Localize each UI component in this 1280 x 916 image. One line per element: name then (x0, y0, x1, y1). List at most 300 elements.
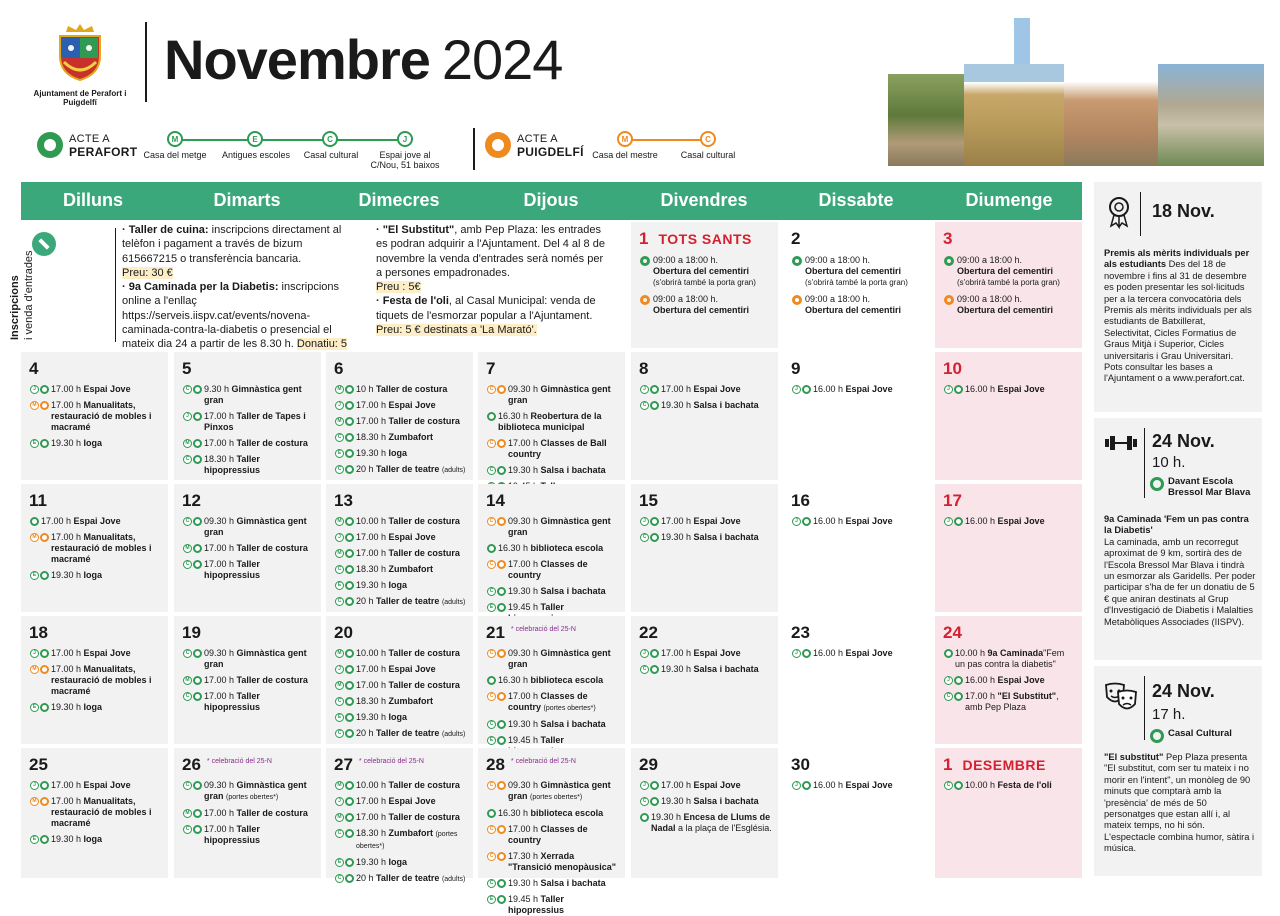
event-item (639, 400, 772, 411)
event-title: Espai Jove (73, 516, 121, 526)
location-code-icon: E (30, 571, 39, 580)
inscripcions-vertical-title (8, 210, 36, 340)
perafort-marker-icon (497, 587, 506, 596)
location-code-icon: C (183, 649, 192, 658)
event-title: Obertura del cementiri (653, 305, 750, 315)
event-item (639, 812, 772, 834)
perafort-marker-icon (954, 781, 963, 790)
event-title: Manualitats, restauració de mobles i macramé (51, 664, 152, 696)
legend-perafort-title (69, 133, 137, 160)
event-time: 19.30 h (508, 878, 539, 888)
cemetery-event (639, 255, 772, 288)
inscripcio-text: inscripcions directament al telèfon i pagament a través de bizum 615667215 o transferència bancaria. (122, 224, 342, 265)
event-item (29, 702, 162, 713)
event-time: 17.00 h (661, 780, 692, 790)
perafort-marker-icon (650, 649, 659, 658)
price-highlight: Donatiu: 5 (122, 338, 347, 364)
puigdelfi-marker-icon (497, 649, 506, 658)
event-time: 17.00 h (508, 691, 539, 701)
location-code-icon: J (640, 517, 649, 526)
day-number: 19 (182, 623, 201, 642)
location-code-icon: C (183, 560, 192, 569)
perafort-marker-icon (193, 455, 202, 464)
side-text (1104, 752, 1256, 855)
event-time: 09.30 h (508, 384, 539, 394)
day-number: 24 (943, 623, 962, 642)
event-item (791, 780, 924, 791)
day-header (182, 359, 315, 379)
event-item (486, 586, 619, 597)
location-code-icon: C (183, 781, 192, 790)
event-time: 19.45 h (508, 735, 539, 745)
location-code-icon: C (487, 587, 496, 596)
day-cell (631, 748, 778, 878)
event-time: 10.00 h (965, 780, 996, 790)
event-time: 17.30 h (508, 851, 539, 861)
event-title: Taller de costura (388, 548, 460, 558)
event-title: Ioga (83, 570, 103, 580)
event-item (639, 516, 772, 527)
event-title: Ioga (388, 712, 408, 722)
location-code-icon: J (30, 385, 39, 394)
day-header (182, 491, 315, 511)
event-title: Espai Jove (845, 780, 893, 790)
event-item (791, 384, 924, 395)
stop-m-icon: M (167, 131, 183, 147)
side-date: 24 Nov. (1152, 431, 1215, 451)
puigdelfi-marker-icon (497, 825, 506, 834)
event-title: Obertura del cementiri (957, 266, 1054, 276)
puigdelfi-marker-icon (497, 560, 506, 569)
location-code-icon: J (640, 385, 649, 394)
puigdelfi-marker-icon (497, 852, 506, 861)
perafort-marker-icon (640, 813, 649, 822)
event-title: Xerrada "Transició menopàusica" (508, 851, 617, 872)
event-item (943, 780, 1076, 791)
event-item (334, 596, 467, 608)
award-ribbon-icon (1106, 196, 1132, 228)
inscripcio-item (376, 280, 612, 294)
event-item (182, 824, 315, 846)
event-time: 17.00 h (41, 516, 72, 526)
event-item (943, 516, 1076, 527)
location-code-icon: M (335, 681, 344, 690)
event-title: Taller hipopressius (204, 824, 261, 845)
location-code-icon: M (335, 385, 344, 394)
location-code-icon: C (487, 466, 496, 475)
price-highlight: Preu: 5 € destinats a 'La Marató'. (376, 324, 537, 337)
perafort-marker-icon (640, 256, 650, 266)
perafort-marker-icon (193, 560, 202, 569)
location-code-icon: J (335, 401, 344, 410)
event-time: 17.00 h (204, 824, 235, 834)
event-time: 09.30 h (508, 648, 539, 658)
perafort-marker-icon (345, 665, 354, 674)
event-time: 20 h (356, 728, 374, 738)
location-code-icon: C (640, 533, 649, 542)
event-note: (adults) (441, 467, 466, 474)
event-note: (portes obertes*) (530, 794, 583, 801)
event-title: Ioga (388, 448, 408, 458)
event-time: 17.00 h (356, 532, 387, 542)
day-header (29, 491, 162, 511)
event-time: 19.30 h (661, 664, 692, 674)
event-title: Espai Jove (83, 648, 131, 658)
day-cell (935, 222, 1082, 348)
location-code-icon: E (30, 835, 39, 844)
holiday-label: DESEMBRE (962, 757, 1046, 773)
location-code-icon: E (30, 439, 39, 448)
event-item (486, 691, 619, 714)
location-code-icon: J (792, 781, 801, 790)
title-month: Novembre (164, 28, 430, 91)
side-divider (1144, 676, 1145, 740)
location-code-icon: J (183, 412, 192, 421)
event-title: Ioga (388, 580, 408, 590)
day-number: 2 (791, 229, 801, 248)
inscripcio-item (376, 323, 612, 337)
day-header (334, 623, 467, 643)
inscripcions-column-2 (376, 223, 612, 337)
perafort-marker-icon (193, 439, 202, 448)
event-item (182, 648, 315, 670)
location-code-icon: E (335, 449, 344, 458)
page-title (164, 28, 562, 92)
event-title: Taller de costura (388, 648, 460, 658)
inscripcions-divider (115, 228, 116, 342)
event-item (639, 532, 772, 543)
day-number: 3 (943, 229, 953, 248)
event-time: 19.30 h (51, 438, 82, 448)
event-title: Espai Jove (693, 780, 741, 790)
perafort-marker-icon (40, 649, 49, 658)
day-header (639, 623, 772, 643)
event-item (182, 543, 315, 554)
day-cell (478, 748, 625, 915)
legend-place-label: PUIGDELFÍ (517, 145, 584, 159)
puigdelfi-marker-icon (485, 132, 511, 158)
event-item (334, 400, 467, 411)
event-time: 10.00 h (955, 648, 986, 658)
inscripcio-item (122, 266, 350, 280)
cemetery-event (791, 255, 924, 288)
perafort-marker-icon (650, 385, 659, 394)
legend-puigdelfi (485, 128, 745, 176)
location-code-icon: C (487, 852, 496, 861)
day-cell (326, 484, 473, 612)
event-title: Taller de costura (236, 438, 308, 448)
day-number: 23 (791, 623, 810, 642)
event-time: 17.00 h (508, 438, 539, 448)
perafort-marker-icon (497, 895, 506, 904)
event-item (182, 454, 315, 476)
event-item (334, 680, 467, 691)
event-time: 17.00 h (356, 796, 387, 806)
day-header (943, 359, 1076, 379)
event-title: Salsa i bachata (693, 796, 759, 806)
event-item (486, 411, 619, 433)
event-item (486, 438, 619, 460)
event-time: 17.00 h (356, 664, 387, 674)
event-title: Gimnàstica gent gran (204, 384, 302, 405)
day-cell (174, 484, 321, 612)
location-code-icon: J (640, 781, 649, 790)
stop-c-icon: C (700, 131, 716, 147)
location-code-icon: M (30, 401, 39, 410)
cemetery-event (943, 294, 1076, 316)
inscripcio-title: · 9a Caminada per la Diabetis: (122, 281, 279, 294)
inscripcions-column-1 (122, 223, 350, 366)
event-time: 17.00 h (51, 664, 82, 674)
event-title: Ioga (388, 857, 408, 867)
location-code-icon: J (335, 665, 344, 674)
event-time: 16.30 h (498, 411, 529, 421)
event-time: 09.30 h (204, 780, 235, 790)
day-header (334, 755, 467, 775)
event-title: Salsa i bachata (540, 878, 606, 888)
day-header (29, 623, 162, 643)
inscripcio-item (122, 223, 350, 266)
event-item (334, 464, 467, 476)
perafort-marker-icon (802, 649, 811, 658)
weekday-tuesday: Dimarts (213, 190, 281, 210)
event-time: 17.00 h (51, 780, 82, 790)
puigdelfi-marker-icon (497, 385, 506, 394)
location-code-icon: C (487, 720, 496, 729)
event-title: Espai Jove (997, 675, 1045, 685)
perafort-marker-icon (40, 835, 49, 844)
stop-c-icon: C (322, 131, 338, 147)
location-code-icon: C (183, 455, 192, 464)
event-time: 19.30 h (508, 719, 539, 729)
day-header (639, 755, 772, 775)
location-code-icon: E (335, 581, 344, 590)
perafort-marker-icon (193, 809, 202, 818)
event-time: 19.30 h (508, 586, 539, 596)
perafort-marker-icon (345, 797, 354, 806)
location-code-icon: J (640, 649, 649, 658)
location-code-icon: C (487, 649, 496, 658)
event-title: 9a Caminada (987, 648, 1044, 658)
event-item (334, 796, 467, 807)
day-number: 27 (334, 755, 353, 774)
event-title: Ioga (83, 438, 103, 448)
day-cell (478, 616, 625, 744)
event-time: 17.00 h (508, 824, 539, 834)
event-time: 19.30 h (508, 465, 539, 475)
location-code-icon: J (335, 533, 344, 542)
event-title: Taller (540, 602, 564, 612)
event-time: 09.30 h (204, 648, 235, 658)
location-code-icon: M (335, 649, 344, 658)
event-title: Taller de teatre (376, 873, 440, 883)
perafort-marker-icon (802, 385, 811, 394)
event-title: Taller hipopressius (508, 894, 565, 915)
perafort-marker-icon (345, 681, 354, 690)
event-time: 17.00 h (661, 648, 692, 658)
day-header (639, 491, 772, 511)
event-title: Taller hipopressius (204, 691, 261, 712)
day-number: 12 (182, 491, 201, 510)
event-item (29, 834, 162, 845)
day-number: 15 (639, 491, 658, 510)
location-code-icon: E (30, 703, 39, 712)
event-time: 09:00 a 18:00 h. (653, 255, 719, 265)
event-item (29, 384, 162, 395)
celebration-note: * celebració del 25-N (358, 758, 424, 765)
location-code-icon: C (487, 879, 496, 888)
location-code-icon: C (640, 401, 649, 410)
perafort-marker-icon (497, 603, 506, 612)
event-title: Taller (540, 735, 564, 745)
event-title: Espai Jove (693, 648, 741, 658)
perafort-marker-icon (345, 565, 354, 574)
event-item (486, 559, 619, 581)
legend-puigdelfi-title (517, 133, 584, 160)
location-code-icon: C (487, 385, 496, 394)
event-item (182, 384, 315, 406)
event-time: 19.45 h (508, 894, 539, 904)
weekday-saturday: Dissabte (818, 190, 894, 210)
event-title: Ioga (83, 702, 103, 712)
day-header (182, 623, 315, 643)
location-code-icon: C (487, 781, 496, 790)
perafort-marker-icon (650, 533, 659, 542)
event-title: Espai Jove (388, 796, 436, 806)
inscripcions-subtitle: i venda d'entrades (23, 250, 35, 340)
event-time: 10.00 h (356, 516, 387, 526)
event-item (334, 516, 467, 527)
event-item (639, 648, 772, 659)
event-note: (adults) (441, 876, 466, 883)
event-title: Espai Jove (693, 516, 741, 526)
location-code-icon: J (944, 676, 953, 685)
event-time: 09:00 a 18:00 h. (653, 294, 719, 304)
event-title: Espai Jove (845, 648, 893, 658)
day-number: 21 (486, 623, 505, 642)
perafort-marker-icon (40, 703, 49, 712)
perafort-marker-icon (650, 517, 659, 526)
day-header (29, 755, 162, 775)
event-time: 19.30 h (356, 712, 387, 722)
perafort-marker-icon (345, 385, 354, 394)
perafort-marker-icon (487, 544, 496, 553)
perafort-marker-icon (345, 813, 354, 822)
theater-masks-icon (1104, 682, 1138, 712)
event-title: Zumbafort (388, 696, 434, 706)
location-code-icon: J (944, 517, 953, 526)
weekday-friday: Divendres (660, 190, 748, 210)
event-time: 17.00 h (51, 796, 82, 806)
side-divider (1140, 192, 1141, 236)
stop-label: Casa del metge (143, 150, 207, 160)
event-time: 19.30 h (661, 400, 692, 410)
day-header (486, 491, 619, 511)
event-time: 16.00 h (813, 384, 844, 394)
day-number: 8 (639, 359, 649, 378)
day-header (639, 359, 772, 379)
perafort-marker-icon (497, 720, 506, 729)
event-title: Gimnàstica gent gran (204, 516, 307, 537)
event-time: 20 h (356, 464, 374, 474)
event-time: 16.00 h (813, 516, 844, 526)
day-cell (631, 222, 778, 348)
day-header (791, 359, 924, 379)
perafort-marker-icon (345, 829, 354, 838)
event-item (486, 543, 619, 554)
location-code-icon: C (487, 517, 496, 526)
perafort-marker-icon (37, 132, 63, 158)
legend-line (627, 139, 707, 141)
day-number: 29 (639, 755, 658, 774)
event-time: 09:00 a 18:00 h. (805, 294, 871, 304)
event-title: Taller de costura (388, 416, 460, 426)
event-item (29, 664, 162, 697)
event-item (334, 384, 467, 395)
event-item (334, 728, 467, 740)
event-item (486, 878, 619, 889)
event-title: Zumbafort (388, 564, 434, 574)
event-title: Espai Jove (997, 516, 1045, 526)
day-number: 26 (182, 755, 201, 774)
event-time: 10 h (356, 384, 374, 394)
perafort-marker-icon (345, 729, 354, 738)
location-code-icon: J (792, 385, 801, 394)
location-code-icon: C (335, 565, 344, 574)
day-cell (174, 352, 321, 480)
event-item (639, 664, 772, 675)
event-title: Gimnàstica gent gran (508, 780, 611, 801)
perafort-marker-icon (193, 412, 202, 421)
perafort-marker-icon (193, 649, 202, 658)
location-code-icon: J (792, 517, 801, 526)
location-code-icon: C (487, 692, 496, 701)
location-code-icon: C (335, 829, 344, 838)
location-code-icon: M (183, 544, 192, 553)
logo-text: Ajuntament de Perafort i Puigdelfí (33, 89, 127, 107)
location-code-icon: M (30, 797, 39, 806)
event-title: Reobertura de la biblioteca municipal (498, 411, 602, 432)
perafort-marker-icon (345, 697, 354, 706)
perafort-marker-icon (345, 433, 354, 442)
event-time: 17.00 h (508, 559, 539, 569)
event-time: 17.00 h (204, 438, 235, 448)
day-cell (21, 484, 168, 612)
event-title: Taller hipopressius (204, 454, 261, 475)
event-item (182, 559, 315, 581)
event-time: 17.00 h (661, 516, 692, 526)
event-title: Gimnàstica gent gran (508, 516, 611, 537)
event-title: Espai Jove (83, 384, 131, 394)
location-code-icon: C (640, 665, 649, 674)
event-title: Taller de costura (236, 675, 308, 685)
day-header (486, 623, 619, 643)
perafort-marker-icon (954, 676, 963, 685)
perafort-marker-icon (193, 825, 202, 834)
event-title: Salsa i bachata (540, 465, 606, 475)
day-cell (21, 352, 168, 480)
perafort-marker-icon (345, 465, 354, 474)
day-cell (21, 748, 168, 878)
perafort-marker-icon (345, 549, 354, 558)
day-cell (783, 616, 930, 744)
day-cell (326, 616, 473, 744)
event-item (29, 438, 162, 449)
municipal-logo (28, 22, 132, 107)
location-code-icon: J (944, 385, 953, 394)
perafort-marker-icon (954, 692, 963, 701)
day-cell (631, 484, 778, 612)
